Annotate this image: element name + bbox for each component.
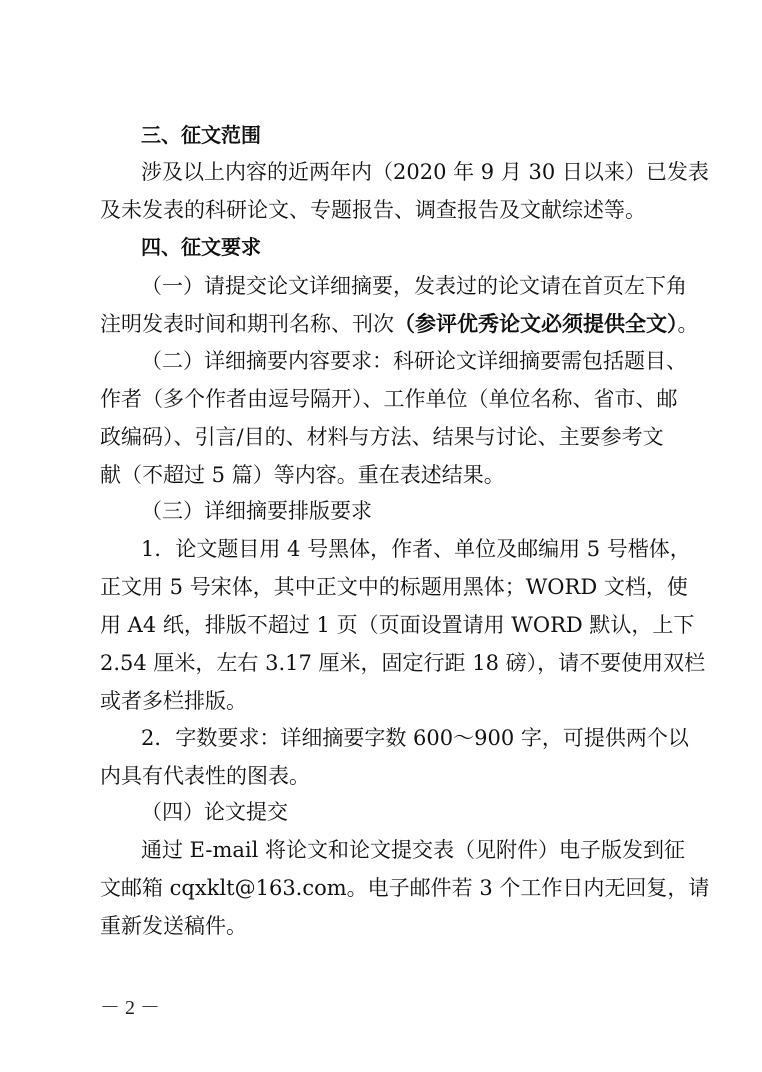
paragraph-line: 通过 E-mail 将论文和论文提交表（见附件）电子版发到征 — [141, 838, 686, 862]
paragraph-line: 用 A4 纸，排版不超过 1 页（页面设置请用 WORD 默认，上下 — [100, 613, 695, 637]
paragraph-line: 重新发送稿件。 — [100, 914, 247, 938]
paragraph-line: 政编码）、引言/目的、材料与方法、结果与讨论、主要参考文 — [100, 425, 664, 449]
paragraph-line: （一）请提交论文详细摘要，发表过的论文请在首页左下角 — [141, 274, 687, 298]
page-number: － 2 － — [100, 997, 160, 1019]
paragraph-line: 或者多栏排版。 — [100, 689, 247, 713]
paragraph-line: 2.54 厘米，左右 3.17 厘米，固定行距 18 磅），请不要使用双栏 — [100, 651, 706, 675]
subsection-label: （二）详细摘要内容要求： — [141, 349, 393, 373]
paragraph-line — [141, 342, 687, 380]
paragraph-line: 正文用 5 号宋体，其中正文中的标题用黑体；WORD 文档，使 — [100, 575, 688, 599]
text-span: 科研论文详细摘要需包括题目、 — [393, 349, 687, 373]
subsection-label: （三）详细摘要排版要求 — [141, 499, 372, 523]
paragraph-line: 及未发表的科研论文、专题报告、调查报告及文献综述等。 — [100, 198, 646, 222]
paragraph-line: 2．字数要求：详细摘要字数 600～900 字，可提供两个以 — [141, 726, 689, 750]
paragraph-line: 1．论文题目用 4 号黑体，作者、单位及邮编用 5 号楷体， — [141, 537, 691, 561]
text-span: 。 — [677, 312, 699, 336]
paragraph-line — [100, 305, 699, 343]
section-3-heading: 三、征文范围 — [141, 123, 261, 147]
paragraph-line: 涉及以上内容的近两年内（2020 年 9 月 30 日以来）已发表 — [141, 160, 709, 184]
paragraph-line: 作者（多个作者由逗号隔开）、工作单位（单位名称、省市、邮 — [100, 387, 678, 411]
section-4-heading: 四、征文要求 — [141, 235, 261, 259]
paragraph-line: 献（不超过 5 篇）等内容。重在表述结果。 — [100, 463, 505, 487]
paragraph-line: 文邮箱 cqxklt@163.com。电子邮件若 3 个工作日内无回复，请 — [100, 876, 710, 900]
paragraph-line: 内具有代表性的图表。 — [100, 764, 310, 788]
text-span: 注明发表时间和期刊名称、刊次 — [100, 312, 394, 336]
bold-note: （参评优秀论文必须提供全文） — [394, 312, 678, 336]
subsection-label: （四）论文提交 — [141, 800, 288, 824]
